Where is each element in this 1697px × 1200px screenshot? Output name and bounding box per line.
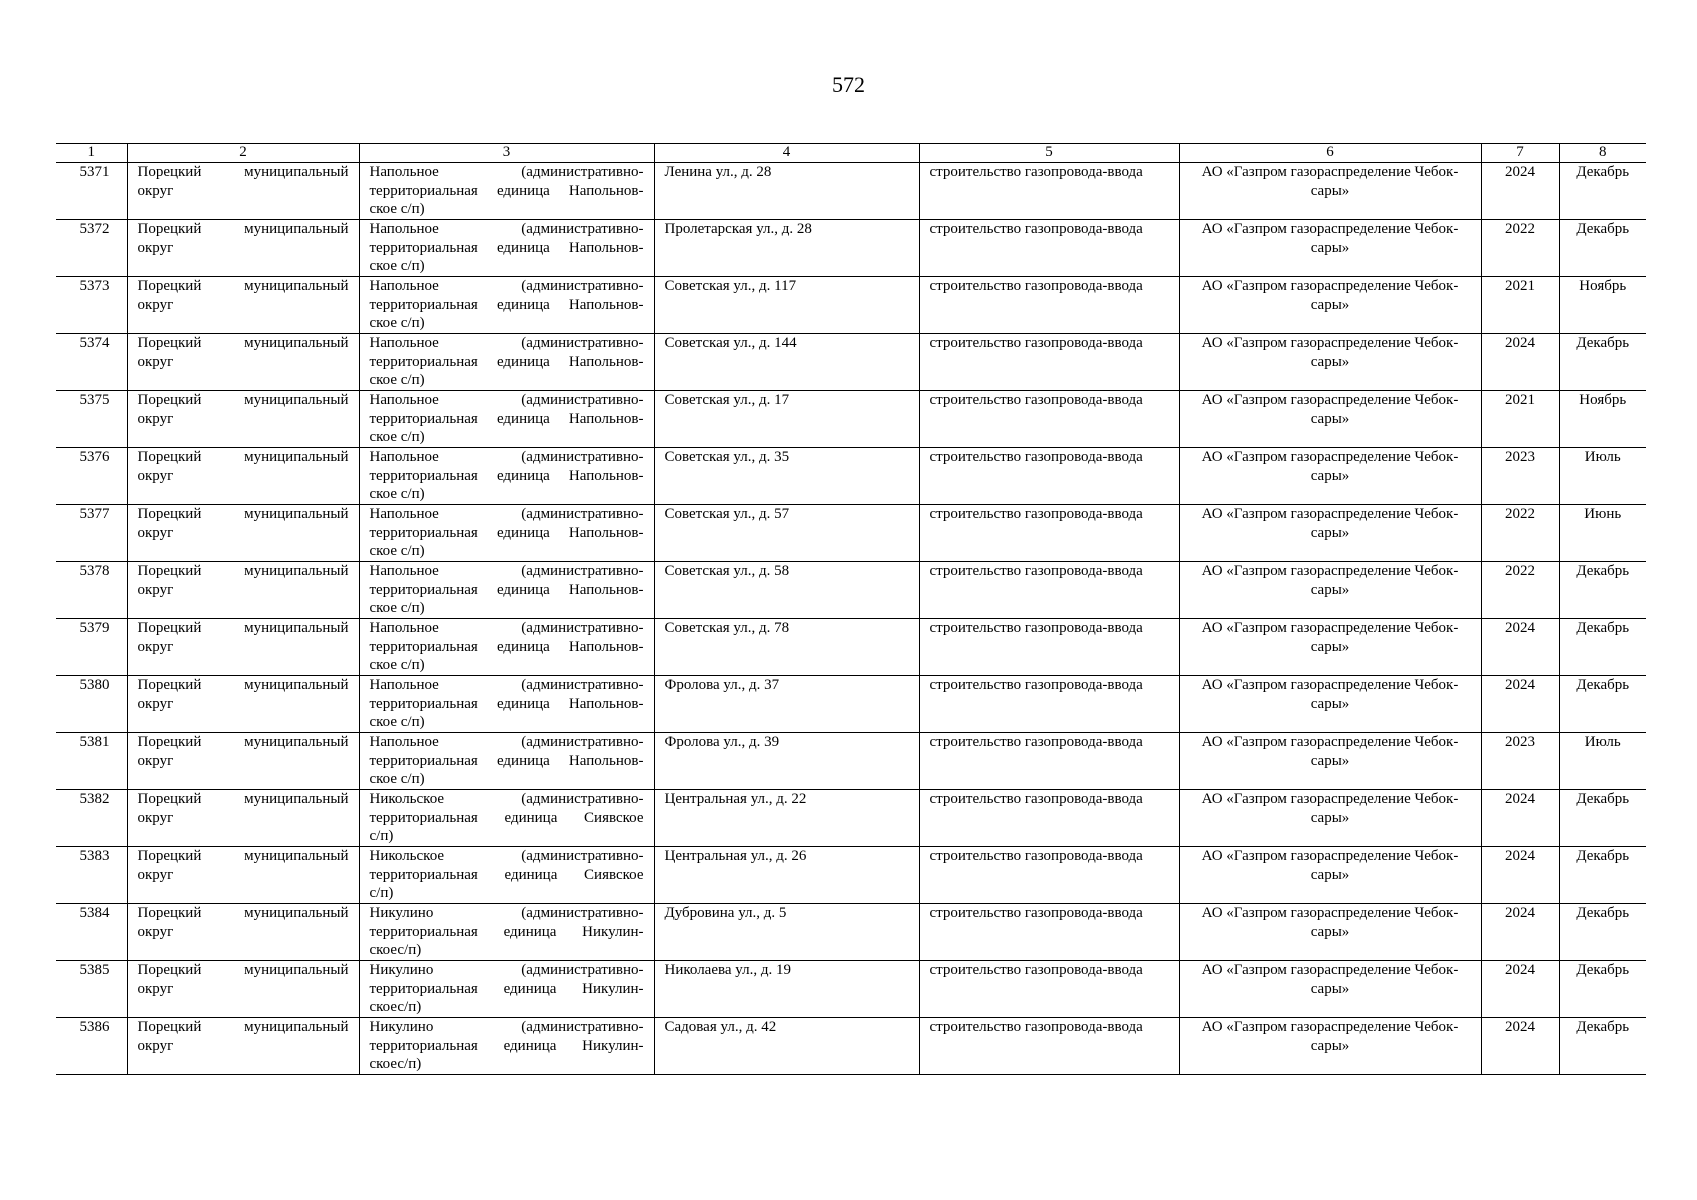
district-line: округ: [137, 353, 174, 370]
month-cell: Декабрь: [1559, 904, 1646, 961]
work-type-cell: строительство газопровода-ввода: [919, 904, 1179, 961]
district-line: Порецкий муниципальный: [137, 449, 349, 465]
district-line: округ: [137, 296, 174, 313]
organization-line: сары»: [1310, 182, 1350, 199]
district-line: округ: [137, 638, 174, 655]
organization-line: сары»: [1310, 1037, 1350, 1054]
locality-line: Никулино (административно-: [369, 1019, 644, 1035]
locality-line: Напольное (административно-: [369, 335, 644, 351]
locality-line: территориальная единица Напольнов-: [369, 638, 644, 655]
address-cell: Садовая ул., д. 42: [654, 1018, 919, 1075]
year-cell: 2024: [1481, 790, 1559, 847]
district-line: округ: [137, 182, 174, 199]
year-cell: 2023: [1481, 733, 1559, 790]
locality-line: территориальная единица Напольнов-: [369, 182, 644, 199]
work-type-cell: строительство газопровода-ввода: [919, 391, 1179, 448]
column-header-7: 7: [1481, 144, 1559, 163]
organization-line: сары»: [1310, 809, 1350, 826]
organization-line: АО «Газпром газораспределение Чебок-: [1201, 905, 1459, 921]
district-cell: [127, 790, 359, 847]
year-cell: 2022: [1481, 220, 1559, 277]
work-type-cell: строительство газопровода-ввода: [919, 1018, 1179, 1075]
table-row: [56, 562, 1646, 619]
locality-line: Никольское (административно-: [369, 848, 644, 864]
district-line: округ: [137, 1037, 174, 1054]
row-number-cell: 5373: [56, 277, 127, 334]
organization-line: АО «Газпром газораспределение Чебок-: [1201, 620, 1459, 636]
locality-line: территориальная единица Напольнов-: [369, 695, 644, 712]
district-cell: [127, 448, 359, 505]
work-type-cell: строительство газопровода-ввода: [919, 505, 1179, 562]
locality-line: ское с/п): [369, 201, 425, 217]
organization-line: сары»: [1310, 752, 1350, 769]
organization-line: сары»: [1310, 410, 1350, 427]
locality-cell: [359, 391, 654, 448]
month-cell: Декабрь: [1559, 562, 1646, 619]
month-cell: Декабрь: [1559, 961, 1646, 1018]
row-number-cell: 5385: [56, 961, 127, 1018]
work-type-cell: строительство газопровода-ввода: [919, 562, 1179, 619]
locality-line: Никольское (административно-: [369, 791, 644, 807]
district-line: Порецкий муниципальный: [137, 620, 349, 636]
district-cell: [127, 904, 359, 961]
month-cell: Июль: [1559, 448, 1646, 505]
locality-line: Напольное (административно-: [369, 221, 644, 237]
district-line: округ: [137, 467, 174, 484]
locality-line: ское с/п): [369, 543, 425, 559]
locality-cell: [359, 277, 654, 334]
row-number-cell: 5374: [56, 334, 127, 391]
table-row: [56, 904, 1646, 961]
row-number-cell: 5382: [56, 790, 127, 847]
district-line: округ: [137, 923, 174, 940]
row-number-cell: 5376: [56, 448, 127, 505]
column-header-1: 1: [56, 144, 127, 163]
district-line: Порецкий муниципальный: [137, 506, 349, 522]
organization-cell: [1179, 847, 1481, 904]
locality-cell: [359, 448, 654, 505]
organization-line: сары»: [1310, 638, 1350, 655]
locality-line: Никулино (административно-: [369, 905, 644, 921]
year-cell: 2024: [1481, 847, 1559, 904]
locality-cell: [359, 733, 654, 790]
district-cell: [127, 334, 359, 391]
locality-line: ское с/п): [369, 315, 425, 331]
organization-line: сары»: [1310, 695, 1350, 712]
month-cell: Декабрь: [1559, 619, 1646, 676]
locality-cell: [359, 847, 654, 904]
row-number-cell: 5381: [56, 733, 127, 790]
year-cell: 2024: [1481, 904, 1559, 961]
year-cell: 2024: [1481, 961, 1559, 1018]
address-cell: Советская ул., д. 58: [654, 562, 919, 619]
month-cell: Ноябрь: [1559, 277, 1646, 334]
year-cell: 2021: [1481, 391, 1559, 448]
year-cell: 2024: [1481, 334, 1559, 391]
locality-line: Напольное (административно-: [369, 392, 644, 408]
organization-line: сары»: [1310, 581, 1350, 598]
locality-line: скоес/п): [369, 999, 422, 1015]
organization-cell: [1179, 562, 1481, 619]
work-type-cell: строительство газопровода-ввода: [919, 619, 1179, 676]
locality-line: скоес/п): [369, 1056, 422, 1072]
year-cell: 2022: [1481, 505, 1559, 562]
table-row: [56, 391, 1646, 448]
locality-line: ское с/п): [369, 486, 425, 502]
district-cell: [127, 847, 359, 904]
month-cell: Декабрь: [1559, 847, 1646, 904]
locality-line: территориальная единица Напольнов-: [369, 752, 644, 769]
address-cell: Николаева ул., д. 19: [654, 961, 919, 1018]
organization-line: сары»: [1310, 524, 1350, 541]
district-line: Порецкий муниципальный: [137, 221, 349, 237]
organization-line: АО «Газпром газораспределение Чебок-: [1201, 563, 1459, 579]
month-cell: Декабрь: [1559, 220, 1646, 277]
locality-line: Напольное (административно-: [369, 506, 644, 522]
organization-line: сары»: [1310, 467, 1350, 484]
address-cell: Ленина ул., д. 28: [654, 163, 919, 220]
locality-line: территориальная единица Никулин-: [369, 980, 644, 997]
organization-line: АО «Газпром газораспределение Чебок-: [1201, 278, 1459, 294]
locality-line: ское с/п): [369, 600, 425, 616]
organization-cell: [1179, 676, 1481, 733]
table-row: [56, 334, 1646, 391]
row-number-cell: 5371: [56, 163, 127, 220]
table-body: [56, 163, 1646, 1075]
column-header-4: 4: [654, 144, 919, 163]
district-cell: [127, 505, 359, 562]
month-cell: Ноябрь: [1559, 391, 1646, 448]
district-line: округ: [137, 980, 174, 997]
locality-line: территориальная единица Напольнов-: [369, 239, 644, 256]
locality-line: ское с/п): [369, 258, 425, 274]
organization-cell: [1179, 961, 1481, 1018]
locality-line: Напольное (административно-: [369, 278, 644, 294]
locality-cell: [359, 562, 654, 619]
address-cell: Центральная ул., д. 22: [654, 790, 919, 847]
address-cell: Фролова ул., д. 37: [654, 676, 919, 733]
locality-line: Напольное (административно-: [369, 734, 644, 750]
district-line: округ: [137, 410, 174, 427]
locality-line: Напольное (административно-: [369, 164, 644, 180]
locality-cell: [359, 1018, 654, 1075]
organization-line: АО «Газпром газораспределение Чебок-: [1201, 392, 1459, 408]
page-number: 572: [832, 72, 865, 97]
year-cell: 2024: [1481, 1018, 1559, 1075]
locality-line: ское с/п): [369, 771, 425, 787]
table-row: [56, 220, 1646, 277]
district-line: Порецкий муниципальный: [137, 905, 349, 921]
column-header-3: 3: [359, 144, 654, 163]
row-number-cell: 5386: [56, 1018, 127, 1075]
organization-line: АО «Газпром газораспределение Чебок-: [1201, 734, 1459, 750]
address-cell: Советская ул., д. 35: [654, 448, 919, 505]
month-cell: Июль: [1559, 733, 1646, 790]
locality-line: территориальная единица Сиявское: [369, 866, 644, 883]
row-number-cell: 5384: [56, 904, 127, 961]
locality-line: территориальная единица Напольнов-: [369, 467, 644, 484]
organization-line: АО «Газпром газораспределение Чебок-: [1201, 335, 1459, 351]
locality-cell: [359, 220, 654, 277]
locality-cell: [359, 904, 654, 961]
address-cell: Советская ул., д. 78: [654, 619, 919, 676]
district-line: округ: [137, 581, 174, 598]
organization-line: сары»: [1310, 866, 1350, 883]
organization-cell: [1179, 619, 1481, 676]
row-number-cell: 5375: [56, 391, 127, 448]
district-cell: [127, 562, 359, 619]
work-type-cell: строительство газопровода-ввода: [919, 961, 1179, 1018]
organization-line: АО «Газпром газораспределение Чебок-: [1201, 449, 1459, 465]
locality-line: Напольное (административно-: [369, 620, 644, 636]
district-line: Порецкий муниципальный: [137, 791, 349, 807]
locality-line: ское с/п): [369, 714, 425, 730]
work-type-cell: строительство газопровода-ввода: [919, 334, 1179, 391]
table-row: [56, 619, 1646, 676]
district-cell: [127, 163, 359, 220]
organization-cell: [1179, 505, 1481, 562]
address-cell: Дубровина ул., д. 5: [654, 904, 919, 961]
year-cell: 2024: [1481, 676, 1559, 733]
district-line: Порецкий муниципальный: [137, 335, 349, 351]
table-row: [56, 448, 1646, 505]
locality-line: территориальная единица Сиявское: [369, 809, 644, 826]
locality-line: скоес/п): [369, 942, 422, 958]
work-type-cell: строительство газопровода-ввода: [919, 733, 1179, 790]
column-header-6: 6: [1179, 144, 1481, 163]
district-line: округ: [137, 239, 174, 256]
organization-line: АО «Газпром газораспределение Чебок-: [1201, 791, 1459, 807]
table-row: [56, 1018, 1646, 1075]
locality-cell: [359, 961, 654, 1018]
locality-cell: [359, 505, 654, 562]
column-numbers-row: [56, 144, 1646, 163]
organization-line: АО «Газпром газораспределение Чебок-: [1201, 221, 1459, 237]
organization-cell: [1179, 391, 1481, 448]
district-line: округ: [137, 752, 174, 769]
district-cell: [127, 277, 359, 334]
organization-line: АО «Газпром газораспределение Чебок-: [1201, 1019, 1459, 1035]
gas-pipeline-table: [56, 143, 1646, 1075]
address-cell: Советская ул., д. 17: [654, 391, 919, 448]
organization-line: АО «Газпром газораспределение Чебок-: [1201, 164, 1459, 180]
row-number-cell: 5380: [56, 676, 127, 733]
locality-line: территориальная единица Напольнов-: [369, 353, 644, 370]
address-cell: Фролова ул., д. 39: [654, 733, 919, 790]
locality-cell: [359, 334, 654, 391]
locality-line: ское с/п): [369, 657, 425, 673]
work-type-cell: строительство газопровода-ввода: [919, 676, 1179, 733]
district-line: Порецкий муниципальный: [137, 278, 349, 294]
organization-line: АО «Газпром газораспределение Чебок-: [1201, 962, 1459, 978]
month-cell: Декабрь: [1559, 334, 1646, 391]
column-header-8: 8: [1559, 144, 1646, 163]
year-cell: 2023: [1481, 448, 1559, 505]
table-row: [56, 733, 1646, 790]
organization-cell: [1179, 163, 1481, 220]
year-cell: 2021: [1481, 277, 1559, 334]
locality-line: Напольное (административно-: [369, 563, 644, 579]
organization-line: сары»: [1310, 296, 1350, 313]
district-line: Порецкий муниципальный: [137, 1019, 349, 1035]
organization-line: сары»: [1310, 923, 1350, 940]
locality-cell: [359, 163, 654, 220]
work-type-cell: строительство газопровода-ввода: [919, 163, 1179, 220]
month-cell: Июнь: [1559, 505, 1646, 562]
organization-line: АО «Газпром газораспределение Чебок-: [1201, 848, 1459, 864]
row-number-cell: 5379: [56, 619, 127, 676]
table-row: [56, 163, 1646, 220]
organization-cell: [1179, 220, 1481, 277]
district-cell: [127, 676, 359, 733]
work-type-cell: строительство газопровода-ввода: [919, 790, 1179, 847]
address-cell: Советская ул., д. 144: [654, 334, 919, 391]
organization-cell: [1179, 277, 1481, 334]
table-row: [56, 790, 1646, 847]
month-cell: Декабрь: [1559, 163, 1646, 220]
locality-cell: [359, 676, 654, 733]
locality-line: территориальная единица Напольнов-: [369, 410, 644, 427]
table-row: [56, 676, 1646, 733]
column-header-2: 2: [127, 144, 359, 163]
address-cell: Советская ул., д. 117: [654, 277, 919, 334]
district-line: Порецкий муниципальный: [137, 563, 349, 579]
organization-cell: [1179, 904, 1481, 961]
address-cell: Центральная ул., д. 26: [654, 847, 919, 904]
table-row: [56, 277, 1646, 334]
year-cell: 2024: [1481, 619, 1559, 676]
district-line: округ: [137, 524, 174, 541]
locality-line: территориальная единица Никулин-: [369, 923, 644, 940]
work-type-cell: строительство газопровода-ввода: [919, 847, 1179, 904]
district-line: округ: [137, 866, 174, 883]
organization-line: сары»: [1310, 239, 1350, 256]
work-type-cell: строительство газопровода-ввода: [919, 448, 1179, 505]
district-line: Порецкий муниципальный: [137, 677, 349, 693]
column-header-5: 5: [919, 144, 1179, 163]
year-cell: 2022: [1481, 562, 1559, 619]
locality-line: Напольное (административно-: [369, 449, 644, 465]
organization-line: АО «Газпром газораспределение Чебок-: [1201, 506, 1459, 522]
locality-line: ское с/п): [369, 372, 425, 388]
district-line: Порецкий муниципальный: [137, 848, 349, 864]
month-cell: Декабрь: [1559, 676, 1646, 733]
organization-cell: [1179, 448, 1481, 505]
district-cell: [127, 391, 359, 448]
work-type-cell: строительство газопровода-ввода: [919, 277, 1179, 334]
organization-cell: [1179, 334, 1481, 391]
organization-line: сары»: [1310, 353, 1350, 370]
district-line: Порецкий муниципальный: [137, 734, 349, 750]
locality-line: территориальная единица Напольнов-: [369, 296, 644, 313]
locality-line: ское с/п): [369, 429, 425, 445]
locality-line: территориальная единица Напольнов-: [369, 524, 644, 541]
locality-line: Напольное (административно-: [369, 677, 644, 693]
district-line: округ: [137, 695, 174, 712]
row-number-cell: 5377: [56, 505, 127, 562]
row-number-cell: 5372: [56, 220, 127, 277]
row-number-cell: 5378: [56, 562, 127, 619]
address-cell: Пролетарская ул., д. 28: [654, 220, 919, 277]
month-cell: Декабрь: [1559, 790, 1646, 847]
locality-line: территориальная единица Никулин-: [369, 1037, 644, 1054]
row-number-cell: 5383: [56, 847, 127, 904]
organization-cell: [1179, 790, 1481, 847]
table-row: [56, 961, 1646, 1018]
district-line: Порецкий муниципальный: [137, 164, 349, 180]
table-row: [56, 505, 1646, 562]
organization-line: АО «Газпром газораспределение Чебок-: [1201, 677, 1459, 693]
organization-cell: [1179, 1018, 1481, 1075]
month-cell: Декабрь: [1559, 1018, 1646, 1075]
locality-cell: [359, 790, 654, 847]
table-row: [56, 847, 1646, 904]
district-cell: [127, 1018, 359, 1075]
locality-line: Никулино (административно-: [369, 962, 644, 978]
district-cell: [127, 619, 359, 676]
locality-line: территориальная единица Напольнов-: [369, 581, 644, 598]
year-cell: 2024: [1481, 163, 1559, 220]
district-line: округ: [137, 809, 174, 826]
district-cell: [127, 961, 359, 1018]
district-cell: [127, 220, 359, 277]
district-line: Порецкий муниципальный: [137, 962, 349, 978]
district-cell: [127, 733, 359, 790]
locality-line: с/п): [369, 885, 394, 901]
district-line: Порецкий муниципальный: [137, 392, 349, 408]
address-cell: Советская ул., д. 57: [654, 505, 919, 562]
work-type-cell: строительство газопровода-ввода: [919, 220, 1179, 277]
organization-cell: [1179, 733, 1481, 790]
locality-line: с/п): [369, 828, 394, 844]
locality-cell: [359, 619, 654, 676]
organization-line: сары»: [1310, 980, 1350, 997]
